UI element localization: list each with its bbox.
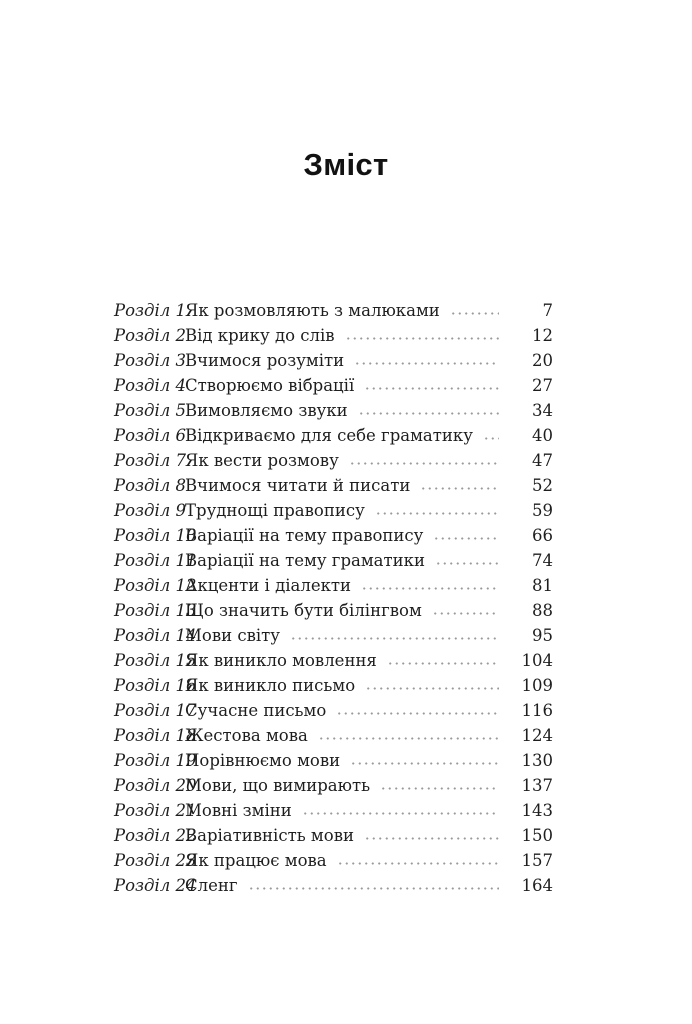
chapter-label: Розділ 14 bbox=[114, 626, 197, 645]
chapter-page-number: 157 bbox=[521, 851, 553, 870]
toc-row bbox=[114, 826, 553, 851]
toc-row bbox=[114, 876, 553, 901]
dotted-leader bbox=[349, 462, 499, 466]
chapter-title: Варіації на тему правопису bbox=[185, 526, 424, 545]
chapter-page-number: 95 bbox=[532, 626, 553, 645]
chapter-title: Від крику до слів bbox=[185, 326, 335, 345]
toc-row bbox=[114, 376, 553, 401]
chapter-label: Розділ 24 bbox=[114, 876, 197, 895]
toc-row bbox=[114, 451, 553, 476]
dotted-leader bbox=[375, 512, 499, 516]
toc-row bbox=[114, 551, 553, 576]
toc-row bbox=[114, 801, 553, 826]
dotted-leader bbox=[336, 712, 499, 716]
toc-row bbox=[114, 526, 553, 551]
toc-row bbox=[114, 651, 553, 676]
chapter-label: Розділ 5 bbox=[114, 401, 187, 420]
chapter-page-number: 109 bbox=[521, 676, 553, 695]
chapter-title: Створюємо вібрації bbox=[185, 376, 355, 395]
chapter-title: Акценти і діалекти bbox=[185, 576, 352, 595]
chapter-label: Розділ 6 bbox=[114, 426, 187, 445]
chapter-title: Як працює мова bbox=[185, 851, 327, 870]
chapter-label: Розділ 22 bbox=[114, 826, 197, 845]
chapter-page-number: 27 bbox=[532, 376, 553, 395]
chapter-page-number: 66 bbox=[532, 526, 553, 545]
chapter-title: Що значить бути білінгвом bbox=[185, 601, 422, 620]
toc-row bbox=[114, 751, 553, 776]
chapter-page-number: 40 bbox=[532, 426, 553, 445]
toc-row bbox=[114, 851, 553, 876]
chapter-title: Варіативність мови bbox=[185, 826, 354, 845]
chapter-page-number: 52 bbox=[532, 476, 553, 495]
chapter-title: Мовні зміни bbox=[185, 801, 292, 820]
toc-row bbox=[114, 501, 553, 526]
toc-row bbox=[114, 601, 553, 626]
chapter-title: Відкриваємо для себе граматику bbox=[185, 426, 473, 445]
chapter-label: Розділ 19 bbox=[114, 751, 197, 770]
toc-row bbox=[114, 351, 553, 376]
chapter-page-number: 20 bbox=[532, 351, 553, 370]
chapter-label: Розділ 23 bbox=[114, 851, 197, 870]
dotted-leader bbox=[420, 487, 499, 491]
chapter-label: Розділ 1 bbox=[114, 301, 187, 320]
dotted-leader bbox=[365, 687, 499, 691]
toc-row bbox=[114, 626, 553, 651]
chapter-title: Варіації на тему граматики bbox=[185, 551, 425, 570]
page-title: Зміст bbox=[303, 147, 389, 182]
toc-row bbox=[114, 326, 553, 351]
chapter-label: Розділ 8 bbox=[114, 476, 187, 495]
chapter-page-number: 81 bbox=[532, 576, 553, 595]
toc-row bbox=[114, 676, 553, 701]
dotted-leader bbox=[350, 762, 499, 766]
dotted-leader bbox=[248, 887, 499, 891]
dotted-leader bbox=[361, 587, 499, 591]
chapter-label: Розділ 16 bbox=[114, 676, 197, 695]
chapter-title: Як виникло мовлення bbox=[185, 651, 377, 670]
dotted-leader bbox=[337, 862, 499, 866]
chapter-title: Вчимося розуміти bbox=[185, 351, 345, 370]
dotted-leader bbox=[364, 387, 499, 391]
dotted-leader bbox=[354, 362, 499, 366]
chapter-title: Сучасне письмо bbox=[185, 701, 327, 720]
dotted-leader bbox=[290, 637, 499, 641]
chapter-title: Труднощі правопису bbox=[185, 501, 365, 520]
chapter-title: Як виникло письмо bbox=[185, 676, 356, 695]
chapter-title: Сленг bbox=[185, 876, 238, 895]
chapter-title: Вимовляємо звуки bbox=[185, 401, 348, 420]
toc-row bbox=[114, 701, 553, 726]
chapter-page-number: 47 bbox=[532, 451, 553, 470]
dotted-leader bbox=[433, 537, 499, 541]
chapter-label: Розділ 11 bbox=[114, 551, 197, 570]
chapter-page-number: 143 bbox=[521, 801, 553, 820]
dotted-leader bbox=[358, 412, 499, 416]
toc-row bbox=[114, 476, 553, 501]
chapter-page-number: 150 bbox=[521, 826, 553, 845]
chapter-page-number: 34 bbox=[532, 401, 553, 420]
dotted-leader bbox=[387, 662, 499, 666]
chapter-title: Мови, що вимирають bbox=[185, 776, 371, 795]
chapter-title: Як розмовляють з малюками bbox=[185, 301, 440, 320]
toc-row bbox=[114, 401, 553, 426]
table-of-contents bbox=[114, 301, 553, 901]
dotted-leader bbox=[345, 337, 499, 341]
dotted-leader bbox=[380, 787, 499, 791]
chapter-title: Мови світу bbox=[185, 626, 281, 645]
chapter-page-number: 74 bbox=[532, 551, 553, 570]
toc-row bbox=[114, 576, 553, 601]
chapter-label: Розділ 17 bbox=[114, 701, 197, 720]
chapter-page-number: 137 bbox=[521, 776, 553, 795]
dotted-leader bbox=[450, 312, 499, 316]
dotted-leader bbox=[364, 837, 499, 841]
dotted-leader bbox=[435, 562, 499, 566]
dotted-leader bbox=[318, 737, 499, 741]
chapter-page-number: 124 bbox=[521, 726, 553, 745]
chapter-label: Розділ 4 bbox=[114, 376, 187, 395]
dotted-leader bbox=[302, 812, 499, 816]
chapter-label: Розділ 10 bbox=[114, 526, 197, 545]
chapter-page-number: 88 bbox=[532, 601, 553, 620]
chapter-label: Розділ 7 bbox=[114, 451, 187, 470]
chapter-page-number: 164 bbox=[521, 876, 553, 895]
chapter-label: Розділ 12 bbox=[114, 576, 197, 595]
chapter-label: Розділ 13 bbox=[114, 601, 197, 620]
chapter-title: Жестова мова bbox=[185, 726, 308, 745]
chapter-page-number: 7 bbox=[542, 301, 553, 320]
toc-row bbox=[114, 726, 553, 751]
chapter-page-number: 104 bbox=[521, 651, 553, 670]
chapter-title: Як вести розмову bbox=[185, 451, 339, 470]
chapter-page-number: 59 bbox=[532, 501, 553, 520]
chapter-title: Порівнюємо мови bbox=[185, 751, 341, 770]
dotted-leader bbox=[483, 437, 499, 441]
chapter-page-number: 12 bbox=[532, 326, 553, 345]
chapter-label: Розділ 20 bbox=[114, 776, 197, 795]
chapter-label: Розділ 15 bbox=[114, 651, 197, 670]
chapter-label: Розділ 2 bbox=[114, 326, 187, 345]
chapter-page-number: 130 bbox=[521, 751, 553, 770]
chapter-label: Розділ 9 bbox=[114, 501, 187, 520]
chapter-label: Розділ 21 bbox=[114, 801, 197, 820]
dotted-leader bbox=[432, 612, 499, 616]
chapter-label: Розділ 3 bbox=[114, 351, 187, 370]
chapter-label: Розділ 18 bbox=[114, 726, 197, 745]
toc-row bbox=[114, 301, 553, 326]
toc-row bbox=[114, 426, 553, 451]
chapter-page-number: 116 bbox=[521, 701, 553, 720]
toc-row bbox=[114, 776, 553, 801]
chapter-title: Вчимося читати й писати bbox=[185, 476, 411, 495]
